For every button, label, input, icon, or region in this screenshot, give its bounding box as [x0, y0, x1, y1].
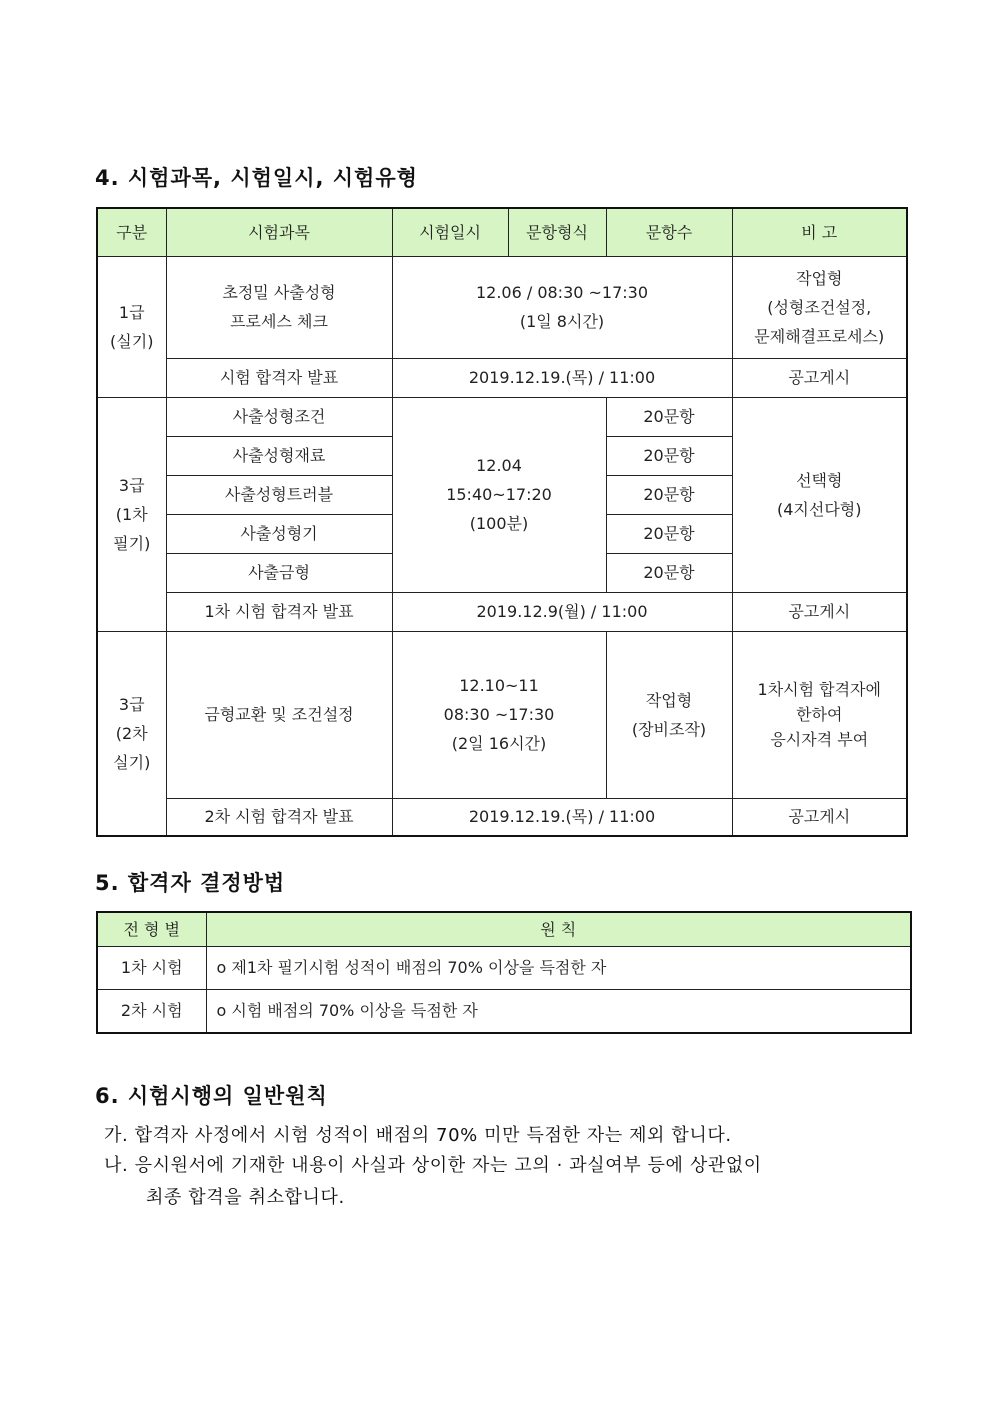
criteria-rule: o 제1차 필기시험 성적이 배점의 70% 이상을 득점한 자 — [206, 946, 911, 989]
rule-item: 가. 합격자 사정에서 시험 성적이 배점의 70% 미만 득점한 자는 제외 합니다. — [104, 1125, 732, 1146]
rule-item-continued: 최종 합격을 취소합니다. — [146, 1187, 345, 1208]
grade3-written-announce: 1차 시험 합격자 발표 — [166, 592, 392, 631]
table-row — [97, 358, 907, 397]
grade3-practical-note: 1차시험 합격자에 한하여 응시자격 부여 — [732, 631, 907, 798]
written-count: 20문항 — [606, 475, 732, 514]
section6-title: 6. 시험시행의 일반원칙 — [95, 1084, 328, 1108]
written-subject: 사출성형기 — [166, 514, 392, 553]
grade3-written-announce-date: 2019.12.9(월) / 11:00 — [392, 592, 732, 631]
table-row — [97, 631, 907, 798]
written-subject: 사출성형재료 — [166, 436, 392, 475]
table-row — [97, 989, 911, 1033]
grade1-note: 작업형 (성형조건설정, 문제해결프로세스) — [732, 256, 907, 358]
grade3-written-announce-note: 공고게시 — [732, 592, 907, 631]
header-category: 구분 — [97, 208, 166, 256]
grade3-written-note: 선택형 (4지선다형) — [732, 397, 907, 592]
written-subject: 사출성형조건 — [166, 397, 392, 436]
header-datetime: 시험일시 — [392, 208, 508, 256]
header-rule: 원 칙 — [206, 912, 911, 946]
rule-item: 나. 응시원서에 기재한 내용이 사실과 상이한 자는 고의 · 과실여부 등에 상관없이 — [104, 1155, 762, 1176]
written-count: 20문항 — [606, 436, 732, 475]
written-count: 20문항 — [606, 514, 732, 553]
table-row — [97, 256, 907, 358]
grade3-practical-announce-date: 2019.12.19.(목) / 11:00 — [392, 798, 732, 836]
grade3-practical-announce-note: 공고게시 — [732, 798, 907, 836]
grade3-written-datetime: 12.04 15:40~17:20 (100분) — [392, 397, 606, 592]
header-count: 문항수 — [606, 208, 732, 256]
written-subject: 사출금형 — [166, 553, 392, 592]
written-count: 20문항 — [606, 397, 732, 436]
section5-title: 5. 합격자 결정방법 — [95, 871, 286, 895]
criteria-stage: 2차 시험 — [97, 989, 206, 1033]
table-header-row — [97, 912, 911, 946]
table-row — [97, 592, 907, 631]
written-subject: 사출성형트러블 — [166, 475, 392, 514]
criteria-stage: 1차 시험 — [97, 946, 206, 989]
grade3-practical-announce: 2차 시험 합격자 발표 — [166, 798, 392, 836]
header-format: 문항형식 — [508, 208, 606, 256]
header-note: 비 고 — [732, 208, 907, 256]
grade3-practical-label: 3급 (2차 실기) — [97, 631, 166, 836]
grade1-datetime: 12.06 / 08:30 ~17:30 (1일 8시간) — [392, 256, 732, 358]
grade1-announce-date: 2019.12.19.(목) / 11:00 — [392, 358, 732, 397]
table-header-row — [97, 208, 907, 256]
grade3-practical-format: 작업형 (장비조작) — [606, 631, 732, 798]
table-row — [97, 946, 911, 989]
grade1-subject: 초정밀 사출성형 프로세스 체크 — [166, 256, 392, 358]
header-stage: 전 형 별 — [97, 912, 206, 946]
grade1-announce-note: 공고게시 — [732, 358, 907, 397]
criteria-rule: o 시험 배점의 70% 이상을 득점한 자 — [206, 989, 911, 1033]
grade1-label: 1급 (실기) — [97, 256, 166, 397]
table-row — [97, 798, 907, 836]
section4-title: 4. 시험과목, 시험일시, 시험유형 — [95, 166, 418, 190]
written-count: 20문항 — [606, 553, 732, 592]
grade3-written-label: 3급 (1차 필기) — [97, 397, 166, 631]
grade3-practical-subject: 금형교환 및 조건설정 — [166, 631, 392, 798]
exam-schedule-table — [96, 207, 908, 837]
pass-criteria-table — [96, 911, 912, 1034]
grade1-announce: 시험 합격자 발표 — [166, 358, 392, 397]
grade3-practical-datetime: 12.10~11 08:30 ~17:30 (2일 16시간) — [392, 631, 606, 798]
header-subject: 시험과목 — [166, 208, 392, 256]
table-row — [97, 397, 907, 436]
